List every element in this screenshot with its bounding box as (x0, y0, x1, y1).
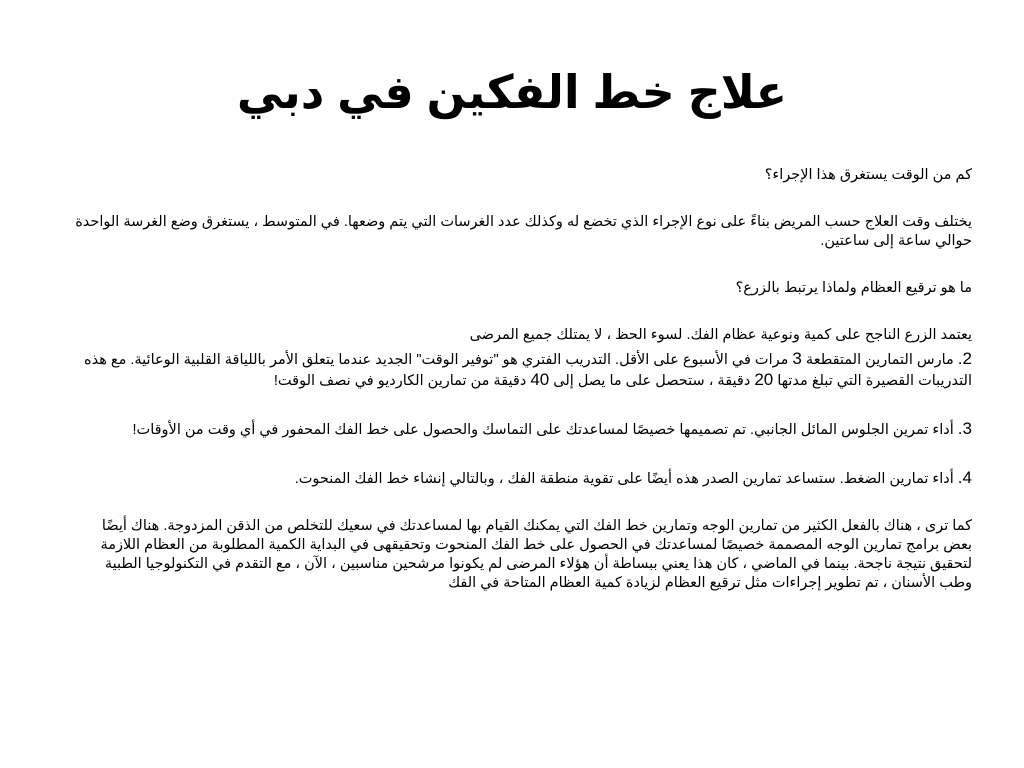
step-2-text-c: دقيقة ، ستحصل على ما يصل إلى (549, 373, 755, 389)
slide-title: علاج خط الفكين في دبي (236, 66, 788, 118)
step-2-text-a: مارس التمارين المتقطعة (801, 352, 958, 368)
answer-paragraph-duration: يختلف وقت العلاج حسب المريض بناءً على نوع الإجراء الذي تخضع له وكذلك عدد الغرسات التي يتم وضعها. في المتوسط ، يستغرق وضع الغرسة الواحدة حوالي ساعة إلى ساعتين. (75, 214, 972, 249)
step-4-paragraph (74, 468, 972, 489)
question-paragraph-duration: كم من الوقت يستغرق هذا الإجراء؟ (764, 167, 972, 183)
step-2-text-b: مرات في الأسبوع على الأقل. التدريب الفتري هو "توفير الوقت" الجديد عندما يتعلق الأمر باللياقة القلبية الوعائية. مع هذه التدريبات القصيرة التي تبلغ مدتها (83, 352, 972, 389)
closing-paragraph: كما ترى ، هناك بالفعل الكثير من تمارين الوجه وتمارين خط الفك التي يمكنك القيام بها لمساعدتك في سعيك للتخلص من الذقن المزدوجة. هناك أيضًا بعض برامج تمارين الوجه المصممة خصيصًا لمساعدتك في الحصول على خط الفك المنحوت وتحقيقهى في البداية الكمية المطلوبة من العظام اللازمة لتحقيق نتيجة ناجحة. بينما في الماضي ، كان هذا يعني ببساطة أن هؤلاء المرضى لم يكونوا مرشحين مناسبين ، الآن ، مع التقدم في التكنولوجيا الطبية وطب الأسنان ، تم تطوير إجراءات مثل ترقيع العظام لزيادة كمية العظام المتاحة في الفك (100, 518, 972, 591)
step-2-paragraph (74, 349, 972, 391)
question-paragraph-bone-graft: ما هو ترقيع العظام ولماذا يرتبط بالزرع؟ (735, 280, 972, 296)
slide-body (74, 166, 972, 593)
step-4-number: 4. (957, 468, 972, 487)
step-4-text: أداء تمارين الضغط. ستساعد تمارين الصدر هذه أيضًا على تقوية منطقة الفك ، وبالتالي إنشاء خط الفك المنحوت. (294, 471, 958, 487)
step-2-value-b: 20 (754, 370, 774, 389)
step-2-number: 2. (957, 349, 972, 368)
step-2-value-c: 40 (530, 370, 550, 389)
step-3-text: أداء تمرين الجلوس المائل الجانبي. تم تصميمها خصيصًا لمساعدتك على التماسك والحصول على خط الفك المحفور في أي وقت من الأوقات! (132, 422, 958, 438)
step-3-number: 3. (957, 419, 972, 438)
step-2-text-d: دقيقة من تمارين الكارديو في نصف الوقت! (273, 373, 531, 389)
step-2-value-a: 3 (792, 349, 802, 368)
step-3-paragraph (74, 419, 972, 440)
answer-paragraph-bone-graft: يعتمد الزرع الناجح على كمية ونوعية عظام الفك. لسوء الحظ ، لا يمتلك جميع المرضى (469, 327, 972, 343)
